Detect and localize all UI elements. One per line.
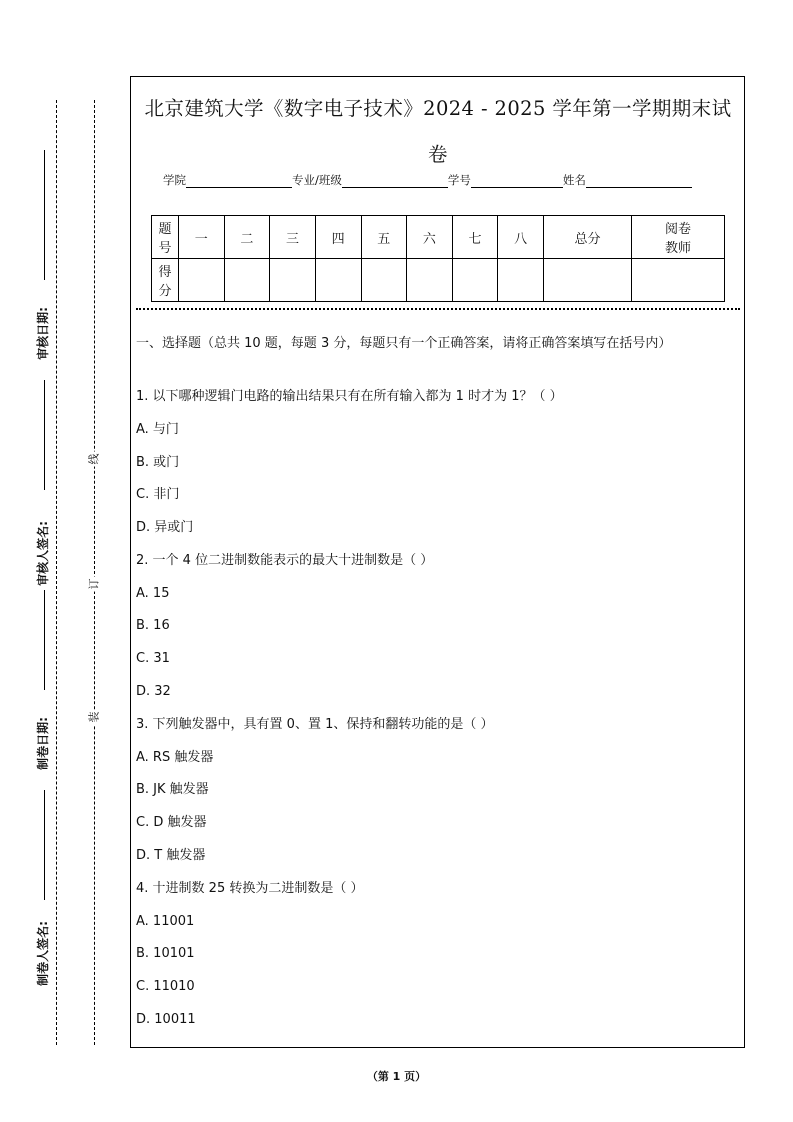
review-date-blank [44, 150, 45, 280]
col-1: 一 [179, 216, 225, 259]
option: B. 10101 [136, 946, 195, 961]
score-cell-reviewer[interactable] [632, 259, 725, 302]
paper-maker-signature-label: 制卷人签名: [35, 921, 50, 986]
major-class-field[interactable] [342, 173, 448, 188]
score-cell-2[interactable] [224, 259, 270, 302]
col-5: 五 [361, 216, 407, 259]
exam-title-line2: 卷 [428, 143, 448, 166]
option: A. 11001 [136, 914, 195, 929]
option: A. 15 [136, 586, 170, 601]
score-cell-total[interactable] [544, 259, 632, 302]
score-table [151, 215, 725, 302]
section1-intro: 一、选择题（总共 10 题，每题 3 分，每题只有一个正确答案，请将正确答案填写在括号内） [136, 336, 672, 351]
name-field[interactable] [586, 173, 692, 188]
col-3: 三 [270, 216, 316, 259]
option: C. 11010 [136, 979, 195, 994]
col-2: 二 [224, 216, 270, 259]
binding-mark-xian: 线 [85, 452, 103, 467]
student-id-label: 学号 [447, 173, 471, 187]
col-4: 四 [315, 216, 361, 259]
question-stem: 2. 一个 4 位二进制数能表示的最大十进制数是（ ） [136, 553, 434, 568]
review-date-label: 审核日期: [35, 307, 50, 360]
option: D. 10011 [136, 1012, 196, 1027]
paper-date-blank [44, 590, 45, 690]
exam-title [134, 86, 742, 178]
student-id-field[interactable] [471, 173, 563, 188]
col-reviewer: 阅卷 教师 [632, 216, 725, 259]
paper-date-label: 制卷日期: [35, 717, 50, 770]
option: B. JK 触发器 [136, 782, 209, 797]
binding-line-inner [94, 100, 95, 1045]
score-table-corner-score: 得 分 [152, 259, 179, 302]
dotted-separator [136, 308, 740, 310]
paper-maker-signature-blank [44, 790, 45, 900]
score-cell-6[interactable] [407, 259, 453, 302]
score-table-header-row [152, 216, 725, 259]
option: D. 32 [136, 684, 171, 699]
college-label: 学院 [163, 173, 186, 187]
binding-line-outer [56, 100, 57, 1045]
score-cell-1[interactable] [179, 259, 225, 302]
option: A. RS 触发器 [136, 750, 214, 765]
option: C. 非门 [136, 487, 180, 502]
option: A. 与门 [136, 422, 179, 437]
option: D. 异或门 [136, 520, 194, 535]
exam-title-line1: 北京建筑大学《数字电子技术》2024 - 2025 学年第一学期期末试 [144, 97, 732, 120]
college-field[interactable] [186, 173, 292, 188]
score-cell-7[interactable] [452, 259, 498, 302]
score-cell-8[interactable] [498, 259, 544, 302]
question-stem: 4. 十进制数 25 转换为二进制数是（ ） [136, 881, 364, 896]
option: B. 或门 [136, 455, 180, 470]
question-stem: 3. 下列触发器中，具有置 0、置 1、保持和翻转功能的是（ ） [136, 717, 494, 732]
col-6: 六 [407, 216, 453, 259]
student-info-row [163, 172, 692, 188]
binding-mark-zhuang: 装 [85, 710, 103, 725]
page-number: （第 1 页） [366, 1070, 427, 1083]
reviewer-signature-blank [44, 380, 45, 490]
score-cell-4[interactable] [315, 259, 361, 302]
option: B. 16 [136, 618, 170, 633]
score-table-corner-question: 题 号 [152, 216, 179, 259]
question-stem: 1. 以下哪种逻辑门电路的输出结果只有在所有输入都为 1 时才为 1？（ ） [136, 389, 563, 404]
col-7: 七 [452, 216, 498, 259]
score-table-score-row [152, 259, 725, 302]
binding-mark-ding: 订 [85, 577, 103, 592]
option: C. D 触发器 [136, 815, 207, 830]
col-total: 总分 [544, 216, 632, 259]
name-label: 姓名 [562, 173, 586, 187]
score-cell-5[interactable] [361, 259, 407, 302]
reviewer-signature-label: 审核人签名: [35, 521, 50, 586]
major-class-label: 专业/班级 [292, 173, 342, 187]
option: C. 31 [136, 651, 170, 666]
score-cell-3[interactable] [270, 259, 316, 302]
col-8: 八 [498, 216, 544, 259]
option: D. T 触发器 [136, 848, 206, 863]
